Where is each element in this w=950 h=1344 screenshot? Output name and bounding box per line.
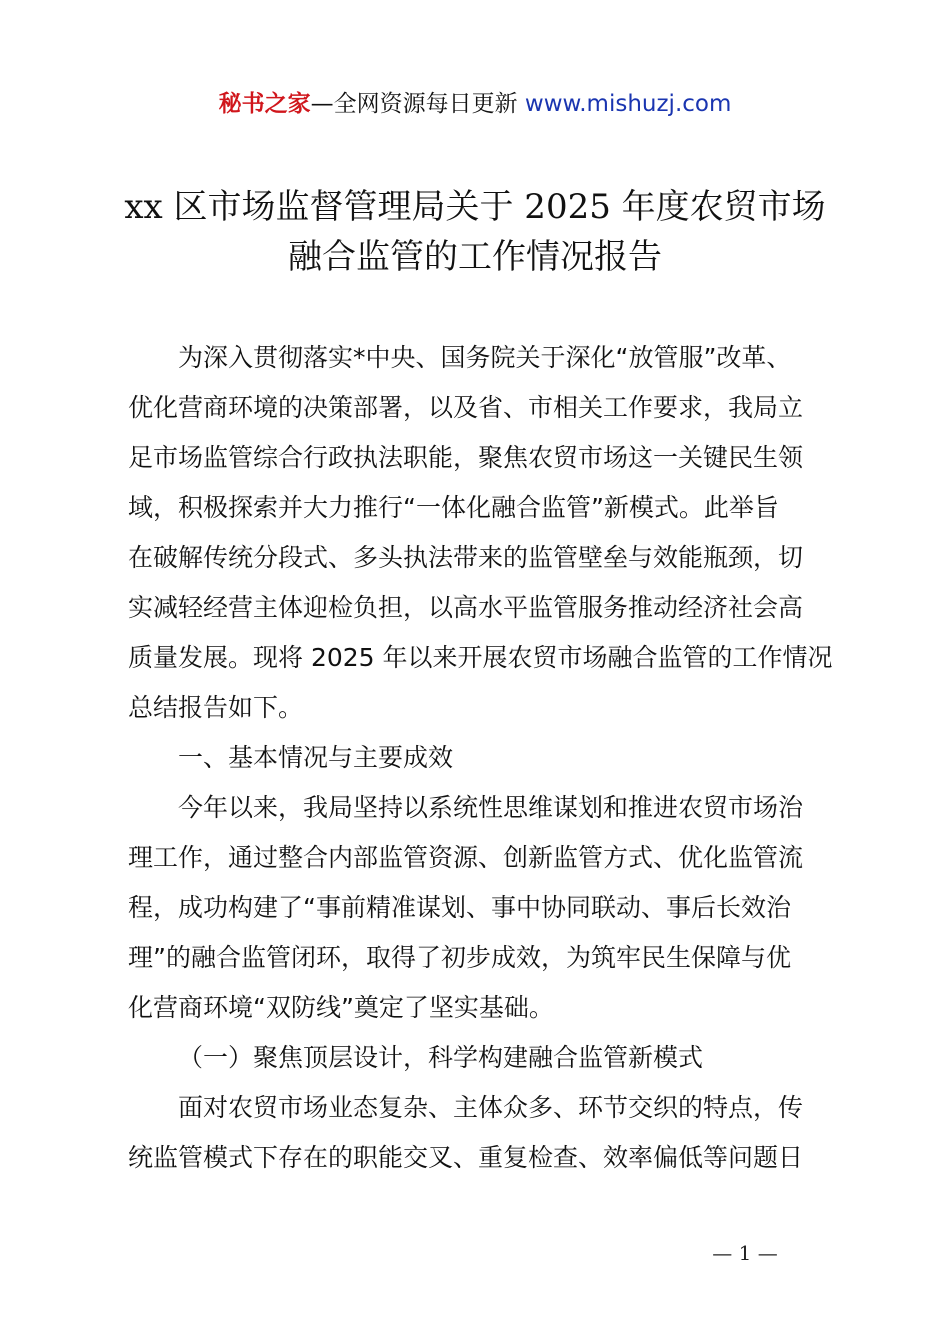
body-line: 理工作，通过整合内部监管资源、创新监管方式、优化监管流 bbox=[128, 843, 804, 872]
body-line: 为深入贯彻落实*中央、国务院关于深化“放管服”改革、 bbox=[178, 343, 792, 372]
page-number: — 1 — bbox=[712, 1241, 778, 1265]
body-line: 理”的融合监管闭环，取得了初步成效，为筑牢民生保障与优 bbox=[128, 943, 791, 972]
body-line: 化营商环境“双防线”奠定了坚实基础。 bbox=[128, 993, 554, 1022]
body-line: 优化营商环境的决策部署，以及省、市相关工作要求，我局立 bbox=[128, 393, 804, 422]
body-line: 今年以来，我局坚持以系统性思维谋划和推进农贸市场治 bbox=[178, 793, 804, 822]
brand-name: 秘书之家 bbox=[218, 91, 311, 117]
body-line: 质量发展。现将 2025 年以来开展农贸市场融合监管的工作情况 bbox=[128, 643, 833, 672]
body-line: 面对农贸市场业态复杂、主体众多、环节交织的特点，传 bbox=[178, 1093, 804, 1122]
body-line: 程，成功构建了“事前精准谋划、事中协同联动、事后长效治 bbox=[128, 893, 791, 922]
body-line: 在破解传统分段式、多头执法带来的监管壁垒与效能瓶颈，切 bbox=[128, 543, 804, 572]
title-line: 融合监管的工作情况报告 bbox=[288, 237, 662, 277]
section-heading: 一、基本情况与主要成效 bbox=[178, 743, 454, 772]
body-line: 统监管模式下存在的职能交叉、重复检查、效率偏低等问题日 bbox=[128, 1143, 804, 1172]
document-body bbox=[128, 333, 838, 1183]
body-line: 实减轻经营主体迎检负担，以高水平监管服务推动经济社会高 bbox=[128, 593, 804, 622]
header-tagline: —全网资源每日更新 bbox=[310, 91, 525, 117]
site-header bbox=[0, 86, 950, 122]
body-line: 域，积极探索并大力推行“一体化融合监管”新模式。此举旨 bbox=[128, 493, 779, 522]
body-line: 总结报告如下。 bbox=[128, 693, 304, 722]
document-title bbox=[100, 182, 850, 282]
subsection-heading: （一）聚焦顶层设计，科学构建融合监管新模式 bbox=[178, 1043, 704, 1072]
site-url-link[interactable]: www.mishuzj.com bbox=[524, 91, 732, 117]
body-line: 足市场监管综合行政执法职能，聚焦农贸市场这一关键民生领 bbox=[128, 443, 804, 472]
title-line: xx 区市场监督管理局关于 2025 年度农贸市场 bbox=[124, 187, 826, 227]
